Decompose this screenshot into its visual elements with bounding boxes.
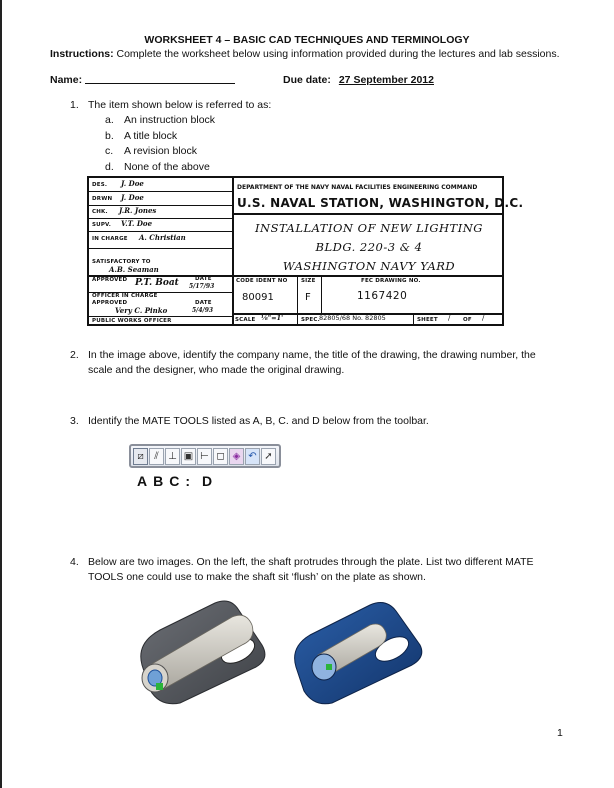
department-line: DEPARTMENT OF THE NAVY NAVAL FACILITIES ENGINEERING COMMAND bbox=[237, 184, 478, 191]
option-letter: a. bbox=[105, 114, 114, 126]
option-letter: d. bbox=[105, 160, 114, 173]
option-letter: c. bbox=[105, 145, 114, 157]
due-value: 27 September 2012 bbox=[338, 74, 434, 86]
caption-d: D bbox=[201, 473, 215, 489]
signature-supv: V.T. Doe bbox=[121, 219, 153, 228]
option-text: A title block bbox=[124, 129, 178, 142]
angle-mate-icon[interactable]: ◻ bbox=[213, 448, 228, 465]
question-number: 3. bbox=[70, 415, 79, 427]
signature-approved: P.T. Boat bbox=[135, 278, 179, 288]
right-assembly-image bbox=[295, 603, 422, 704]
row-line bbox=[89, 218, 232, 219]
instructions bbox=[50, 48, 590, 60]
question-text: In the image above, identify the company name, the title of the drawing, the drawing number, the scale and the designer, who made the original drawing. bbox=[88, 349, 536, 376]
size-divider bbox=[297, 275, 298, 314]
name-row bbox=[50, 74, 590, 86]
due-label: Due date: bbox=[283, 74, 331, 86]
coincident-mate-icon[interactable]: ⫽ bbox=[149, 448, 164, 465]
station-divider bbox=[232, 213, 504, 215]
label-spec: SPEC. bbox=[301, 317, 320, 323]
shaft-flush-face bbox=[312, 654, 336, 680]
left-assembly-image bbox=[141, 601, 265, 704]
label-supv: SUPV. bbox=[92, 222, 112, 228]
signature-satisfactory: A.B. Seaman bbox=[109, 265, 159, 274]
question-text: Below are two images. On the left, the shaft protrudes through the plate. List two different MATE TOOLS one could use to make the shaft sit ‘flush’ on the plate as shown. bbox=[88, 556, 534, 583]
perpendicular-mate-icon[interactable]: ⊥ bbox=[165, 448, 180, 465]
question-number: 4. bbox=[70, 556, 79, 568]
caption-c: C bbox=[169, 473, 182, 489]
label-public-works-officer: PUBLIC WORKS OFFICER bbox=[92, 318, 172, 324]
question-number: 2. bbox=[70, 349, 79, 361]
tangent-mate-icon[interactable]: ◈ bbox=[229, 448, 244, 465]
label-satisfactory: SATISFACTORY TO bbox=[92, 259, 151, 265]
size-value: F bbox=[305, 292, 311, 303]
title-block-drawing bbox=[87, 176, 524, 326]
mate-handle bbox=[156, 683, 163, 690]
drawing-title-line-2: BLDG. 220-3 & 4 bbox=[315, 240, 423, 254]
option-letter: b. bbox=[105, 129, 114, 142]
mate-handle bbox=[326, 664, 332, 670]
question-1-options bbox=[105, 113, 215, 175]
label-des: DES. bbox=[92, 182, 108, 188]
option-a bbox=[105, 113, 215, 129]
shaft-plate-images bbox=[120, 595, 470, 705]
question-1 bbox=[70, 98, 560, 113]
station-name: U.S. NAVAL STATION, WASHINGTON, D.C. bbox=[237, 196, 524, 210]
drawing-title-line-3: WASHINGTON NAVY YARD bbox=[282, 259, 456, 273]
worksheet-title: WORKSHEET 4 – BASIC CAD TECHNIQUES AND TERMINOLOGY bbox=[144, 34, 470, 46]
caption-b: B bbox=[153, 473, 166, 489]
undo-mate-icon[interactable]: ↶ bbox=[245, 448, 260, 465]
caption-separator: : bbox=[185, 473, 193, 489]
label-approved-2: APPROVED bbox=[92, 300, 128, 306]
sheet-value: / bbox=[448, 314, 451, 322]
code-ident-value: 80091 bbox=[242, 292, 274, 303]
question-2 bbox=[70, 348, 560, 378]
due-date bbox=[283, 74, 434, 86]
label-sheet: SHEET bbox=[417, 317, 438, 323]
label-of: OF bbox=[463, 317, 472, 323]
signature-in-charge: A. Christian bbox=[139, 233, 186, 242]
label-approved: APPROVED bbox=[92, 277, 128, 283]
label-scale: SCALE bbox=[235, 317, 256, 323]
of-value: / bbox=[482, 314, 485, 322]
pointer-icon[interactable]: ➚ bbox=[261, 448, 276, 465]
question-text: Identify the MATE TOOLS listed as A, B, C. and D below from the toolbar. bbox=[88, 415, 429, 427]
label-drwn: DRWN bbox=[92, 196, 113, 202]
row-line bbox=[89, 316, 232, 317]
code-divider bbox=[232, 275, 504, 277]
label-date-2: DATE bbox=[195, 300, 212, 306]
mate-tools-toolbar bbox=[129, 444, 281, 468]
label-code-ident: CODE IDENT NO bbox=[236, 278, 288, 284]
label-fec-drawing-no: FEC DRAWING NO. bbox=[361, 278, 421, 284]
signature-des: J. Doe bbox=[121, 179, 144, 188]
label-date: DATE bbox=[195, 276, 212, 282]
question-3 bbox=[70, 414, 560, 429]
row-line bbox=[89, 231, 232, 232]
row-line bbox=[89, 205, 232, 206]
question-text: The item shown below is referred to as: bbox=[88, 99, 272, 111]
question-4 bbox=[70, 555, 560, 585]
spec-divider bbox=[297, 313, 298, 324]
row-line bbox=[89, 248, 232, 249]
option-text: None of the above bbox=[124, 160, 210, 173]
caption-a: A bbox=[137, 473, 150, 489]
option-text: A revision block bbox=[124, 145, 197, 157]
page-left-border bbox=[0, 0, 2, 788]
drawing-title-line-1: INSTALLATION OF NEW LIGHTING bbox=[255, 221, 483, 235]
instructions-label: Instructions: bbox=[50, 48, 114, 60]
name-label: Name: bbox=[50, 74, 83, 86]
signature-drwn: J. Doe bbox=[121, 193, 144, 202]
fec-drawing-value: 1167420 bbox=[357, 290, 408, 302]
label-officer-in-charge: OFFICER IN CHARGE bbox=[92, 293, 158, 299]
mate-tool-select-icon[interactable]: ⧄ bbox=[133, 448, 148, 465]
distance-mate-icon[interactable]: ⊢ bbox=[197, 448, 212, 465]
page-number: 1 bbox=[557, 727, 563, 739]
toolbar-caption bbox=[137, 473, 218, 489]
name-blank-line[interactable] bbox=[85, 83, 235, 84]
signature-date-2: 5/4/93 bbox=[192, 307, 214, 314]
instructions-text: Complete the worksheet below using information provided during the lectures and lab sessions. bbox=[113, 48, 560, 60]
fec-divider bbox=[321, 275, 322, 314]
lock-mate-icon[interactable]: ▣ bbox=[181, 448, 196, 465]
row-line bbox=[89, 191, 232, 192]
sheet-divider bbox=[413, 313, 414, 324]
label-in-charge: IN CHARGE bbox=[92, 236, 128, 242]
signature-date: 5/17/93 bbox=[189, 283, 215, 290]
option-b bbox=[105, 129, 215, 145]
signature-approved-2: Very C. Pinko bbox=[115, 306, 168, 315]
option-d bbox=[105, 160, 215, 176]
option-c bbox=[105, 144, 215, 160]
question-number: 1. bbox=[70, 99, 79, 111]
label-chk: CHK. bbox=[92, 209, 108, 215]
column-divider bbox=[232, 178, 234, 324]
label-size: SIZE bbox=[301, 278, 316, 284]
scale-value: ⅛"=1' bbox=[261, 314, 284, 322]
signature-chk: J.R. Jones bbox=[119, 206, 157, 215]
spec-value: 82805/68 No. 82805 bbox=[319, 314, 386, 322]
option-text: An instruction block bbox=[124, 114, 216, 126]
